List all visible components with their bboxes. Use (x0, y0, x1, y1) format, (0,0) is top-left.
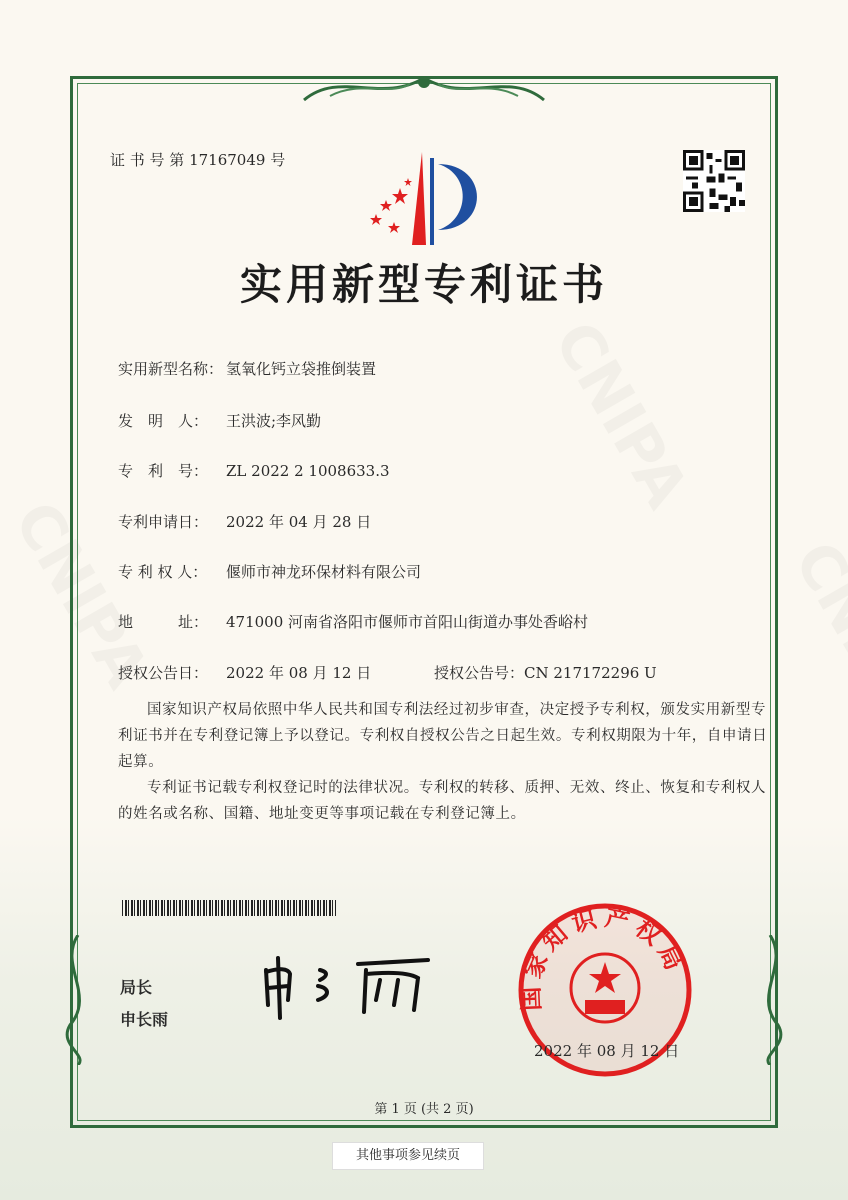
field-label: 授权公告日： (118, 664, 209, 682)
field-patent-number (118, 460, 390, 481)
field-value: 2022 年 08 月 12 日 (226, 664, 372, 682)
director-title: 局长 (120, 978, 153, 997)
cnipa-logo (360, 150, 490, 250)
field-value: 偃师市神龙环保材料有限公司 (226, 563, 422, 581)
certificate-number: 证 书 号 第 17167049 号 (110, 151, 286, 169)
director-name: 申长雨 (120, 1010, 169, 1029)
director-signature (258, 950, 438, 1020)
field-application-date (118, 511, 371, 532)
field-label: 发 明 人： (118, 412, 209, 430)
seal-text: 国家知识产权局 (516, 903, 691, 1012)
field-value: 2022 年 04 月 28 日 (226, 513, 372, 531)
barcode (122, 900, 336, 916)
field-label: 专利申请日： (118, 513, 209, 531)
field-label: 地 址： (118, 613, 209, 631)
field-inventors (118, 410, 321, 431)
continued-note: 其他事项参见续页 (332, 1142, 484, 1170)
seal-date: 2022 年 08 月 12 日 (534, 1042, 680, 1060)
field-value: CN 217172296 U (524, 664, 657, 682)
field-label: 授权公告号： (434, 664, 525, 682)
top-ornament (300, 70, 548, 104)
field-patentee (118, 561, 421, 582)
field-label: 专 利 权 人： (118, 563, 208, 581)
statement (118, 697, 778, 827)
field-address (118, 611, 588, 632)
statement-paragraph: 国家知识产权局依照中华人民共和国专利法经过初步审查，决定授予专利权，颁发实用新型专利证书并在专利登记簿上予以登记。专利权自授权公告之日起生效。专利权期限为十年，自申请日起算。 (118, 702, 768, 770)
field-utility-name (118, 358, 376, 379)
statement-paragraph: 专利证书记载专利权登记时的法律状况。专利权的转移、质押、无效、终止、恢复和专利权人的姓名或名称、国籍、地址变更等事项记载在专利登记簿上。 (118, 780, 767, 822)
page-info: 第 1 页 (共 2 页) (374, 1102, 474, 1117)
left-ornament (58, 935, 98, 1065)
field-grant-date (118, 662, 371, 683)
field-value: 471000 河南省洛阳市偃师市首阳山街道办事处香峪村 (226, 613, 589, 631)
field-value: 王洪波;李风勤 (226, 412, 322, 430)
field-value: 氢氧化钙立袋推倒装置 (226, 360, 377, 378)
field-value: ZL 2022 2 1008633.3 (226, 462, 390, 480)
field-grant-number (434, 662, 657, 683)
watermark (780, 530, 848, 739)
field-label: 专 利 号： (118, 462, 209, 480)
document-title: 实用新型专利证书 (239, 260, 608, 309)
qr-code (683, 150, 745, 212)
field-label: 实用新型名称： (118, 360, 224, 378)
right-ornament (750, 935, 790, 1065)
